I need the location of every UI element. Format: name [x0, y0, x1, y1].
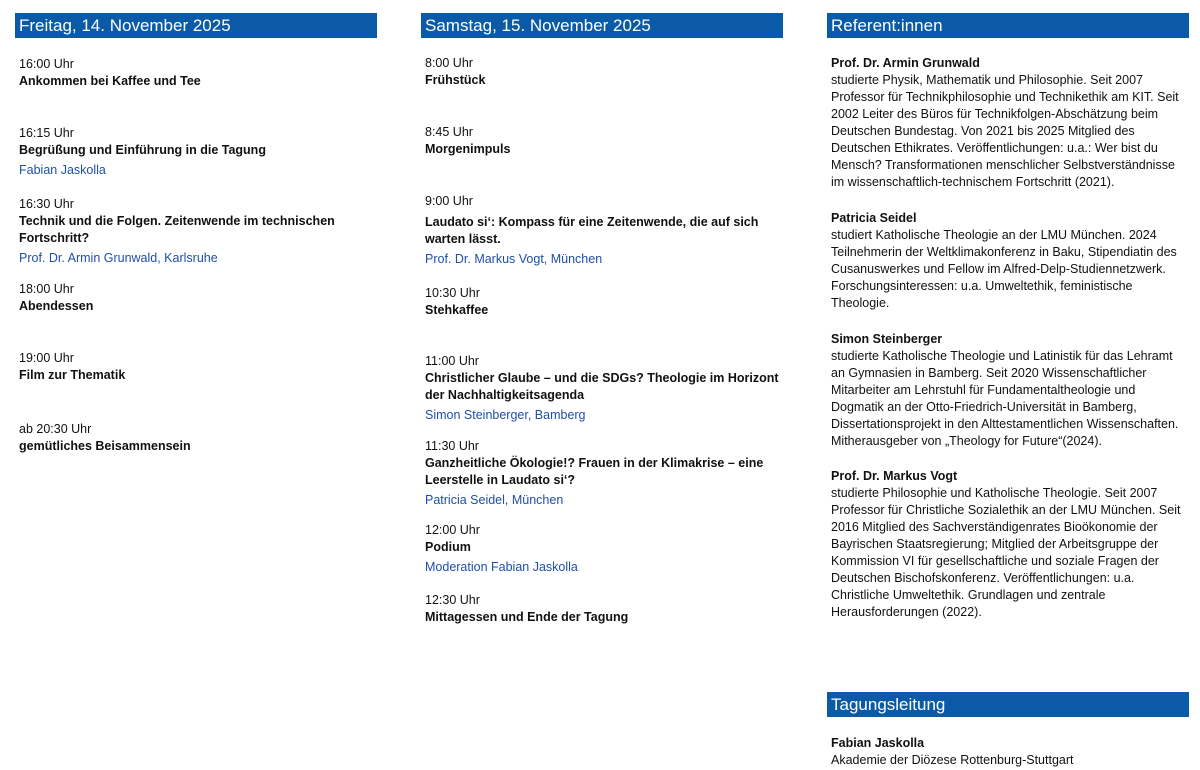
schedule-item — [425, 592, 779, 626]
schedule-item — [19, 350, 373, 384]
item-title: Ankommen bei Kaffee und Tee — [19, 74, 201, 88]
schedule-item — [425, 353, 779, 424]
item-time: 12:30 Uhr — [425, 593, 480, 607]
friday-header: Freitag, 14. November 2025 — [15, 13, 377, 38]
item-time: 9:00 Uhr — [425, 194, 473, 208]
item-title: Morgenimpuls — [425, 142, 511, 156]
schedule-item — [19, 56, 373, 90]
item-time: 11:30 Uhr — [425, 439, 479, 453]
item-speaker: Patricia Seidel, München — [425, 493, 564, 507]
item-title: Podium — [425, 540, 471, 554]
saturday-header: Samstag, 15. November 2025 — [421, 13, 783, 38]
leader-name: Fabian Jaskolla — [831, 736, 925, 750]
schedule-item — [19, 421, 373, 455]
referent-bio — [831, 331, 1185, 450]
item-time: 18:00 Uhr — [19, 282, 74, 296]
item-title: Stehkaffee — [425, 303, 489, 317]
item-time: 16:30 Uhr — [19, 197, 74, 211]
referent-name: Simon Steinberger — [831, 332, 943, 346]
item-title: Frühstück — [425, 73, 486, 87]
referents-header: Referent:innen — [827, 13, 1189, 38]
item-title: Laudato si‘: Kompass für eine Zeitenwende, die auf sich warten lässt. — [425, 215, 759, 246]
schedule-item — [425, 285, 779, 319]
item-time: 8:00 Uhr — [425, 56, 473, 70]
schedule-item — [425, 55, 779, 89]
item-speaker: Simon Steinberger, Bamberg — [425, 408, 586, 422]
item-title: Mittagessen und Ende der Tagung — [425, 610, 629, 624]
item-speaker: Fabian Jaskolla — [19, 163, 106, 177]
schedule-item — [425, 193, 779, 268]
item-title: Begrüßung und Einführung in die Tagung — [19, 143, 266, 157]
referent-bio — [831, 468, 1185, 621]
schedule-item — [425, 438, 769, 509]
referent-bio — [831, 210, 1185, 312]
schedule-item — [425, 522, 779, 576]
referent-name: Patricia Seidel — [831, 211, 917, 225]
item-title: Ganzheitliche Ökologie!? Frauen in der Klimakrise – eine Leerstelle in Laudato si‘? — [425, 456, 764, 487]
item-time: 12:00 Uhr — [425, 523, 480, 537]
item-title: gemütliches Beisammensein — [19, 439, 191, 453]
item-time: 11:00 Uhr — [425, 354, 479, 368]
schedule-item — [425, 124, 779, 158]
leader-org: Akademie der Diözese Rottenburg-Stuttgart — [831, 753, 1074, 767]
item-time: 10:30 Uhr — [425, 286, 480, 300]
item-speaker: Moderation Fabian Jaskolla — [425, 560, 578, 574]
leadership-header: Tagungsleitung — [827, 692, 1189, 717]
referent-text: studiert Katholische Theologie an der LMU München. 2024 Teilnehmerin der Weltklimakonferenz in Baku, Stipendiatin des Cusanuswerkes und Fellow im Alfred-Delp-Studiennetzwerk. Forschungsinteressen: u.a. Umweltethik, feministische Theologie. — [831, 228, 1177, 310]
item-speaker: Prof. Dr. Armin Grunwald, Karlsruhe — [19, 251, 218, 265]
schedule-item — [19, 125, 373, 179]
referent-text: studierte Physik, Mathematik und Philosophie. Seit 2007 Professor für Technikphilosophie und Technikethik am KIT. Seit 2002 Leiter des Büros für Technikfolgen-Abschätzung beim Deutschen Bundestag. Von 2021 bis 2025 Mitglied des Deutschen Ethikrates. Veröffentlichungen: u.a.: Wer bist du Mensch? Transformationen menschlicher Selbstverständnisse im wissenschaftlich-technischem Fortschritt (2021). — [831, 73, 1179, 189]
item-time: 19:00 Uhr — [19, 351, 74, 365]
leadership-info — [831, 735, 1185, 769]
item-speaker: Prof. Dr. Markus Vogt, München — [425, 252, 603, 266]
item-title: Christlicher Glaube – und die SDGs? Theologie im Horizont der Nachhaltigkeitsagenda — [425, 371, 779, 402]
item-title: Abendessen — [19, 299, 94, 313]
referent-name: Prof. Dr. Armin Grunwald — [831, 56, 980, 70]
referent-text: studierte Philosophie und Katholische Theologie. Seit 2007 Professor für Christliche Sozialethik an der LMU München. Seit 2016 Mitglied des Sachverständigenrates Bioökonomie der Bayrischen Staatsregierung; Mitglied der Arbeitsgruppe der Kommission VI für gesellschaftliche und soziale Fragen der Deutschen Bischofskonferenz. Veröffentlichungen: u.a. Christliche Umweltethik. Grundlagen und zentrale Herausforderungen (2022). — [831, 486, 1181, 619]
item-time: 8:45 Uhr — [425, 125, 473, 139]
referent-name: Prof. Dr. Markus Vogt — [831, 469, 958, 483]
referent-bio — [831, 55, 1185, 191]
referent-text: studierte Katholische Theologie und Latinistik für das Lehramt an Gymnasien in Bamberg. Seit 2020 Wissenschaftlicher Mitarbeiter am Lehrstuhl für Fundamentaltheologie und Dogmatik an der Otto-Friedrich-Universität in Bamberg, Dissertationsprojekt in den Alttestamentlichen Wissenschaften. Mitherausgeber von „Theology for Future“(2024). — [831, 349, 1179, 448]
item-title: Technik und die Folgen. Zeitenwende im technischen Fortschritt? — [19, 214, 335, 245]
item-title: Film zur Thematik — [19, 368, 126, 382]
item-time: 16:15 Uhr — [19, 126, 74, 140]
schedule-item — [19, 196, 363, 267]
item-time: 16:00 Uhr — [19, 57, 74, 71]
item-time: ab 20:30 Uhr — [19, 422, 92, 436]
schedule-item — [19, 281, 373, 315]
